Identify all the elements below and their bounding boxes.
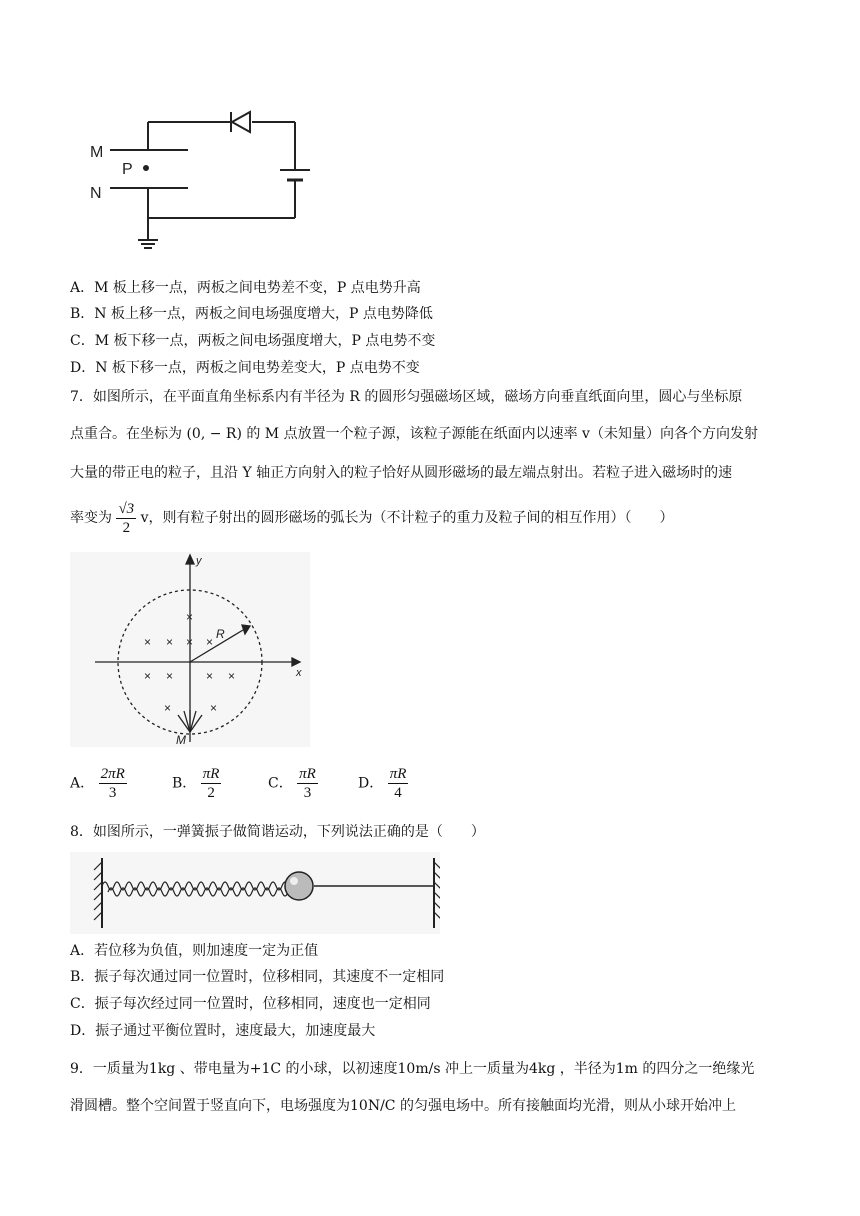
svg-text:×: × xyxy=(206,635,214,649)
q7-option-a-fraction xyxy=(99,765,127,802)
q7-option-c-num: πR xyxy=(299,766,316,782)
circuit-diagram xyxy=(80,100,330,260)
svg-text:×: × xyxy=(144,669,152,683)
q7-fraction-den: 2 xyxy=(122,519,131,536)
q9-stem-line2: 滑圆槽。整个空间置于竖直向下，电场强度为10N/C 的匀强电场中。所有接触面均光滑，则从小球开始冲上 xyxy=(70,1098,736,1114)
svg-text:×: × xyxy=(166,635,174,649)
svg-text:×: × xyxy=(210,701,218,715)
q7-option-a-num: 2πR xyxy=(100,766,125,782)
label-m: M xyxy=(90,144,104,161)
magnetic-field-figure xyxy=(70,552,310,747)
q7-stem-line2: 点重合。在坐标为 (0, − R) 的 M 点放置一个粒子源，该粒子源能在纸面内以速率 v（未知量）向各个方向发射 xyxy=(70,426,758,442)
q9-stem-line1: 9．一质量为1kg 、带电量为+1C 的小球，以初速度10m/s 冲上一质量为4kg ，半径为1m 的四分之一绝缘光 xyxy=(70,1061,755,1077)
q7-option-b-den: 2 xyxy=(207,785,215,801)
q7-option-b[interactable] xyxy=(172,765,221,802)
q7-stem-line1: 7．如图所示，在平面直角坐标系内有半径为 R 的圆形匀强磁场区域，磁场方向垂直纸面向里，圆心与坐标原 xyxy=(70,389,743,405)
q7-option-a-label: A． xyxy=(70,775,95,792)
q7-option-d[interactable] xyxy=(358,765,408,802)
q7-option-b-num: πR xyxy=(202,766,220,782)
svg-text:×: × xyxy=(206,669,214,683)
q6-option-b[interactable]: B．N 板上移一点，两板之间电场强度增大，P 点电势降低 xyxy=(70,306,433,322)
q8-stem: 8．如图所示，一弹簧振子做简谐运动，下列说法正确的是（ ） xyxy=(70,824,485,840)
q7-fraction-num: √3 xyxy=(118,500,135,517)
q7-stem-line3: 大量的带正电的粒子，且沿 Y 轴正方向射入的粒子恰好从圆形磁场的最左端点射出。若粒子进入磁场时的速 xyxy=(70,465,733,481)
svg-text:×: × xyxy=(166,669,174,683)
q7-option-b-fraction xyxy=(201,765,222,802)
q7-stem-pre: 率变为 xyxy=(70,510,112,526)
figure-label-r: R xyxy=(216,627,225,641)
q7-option-d-num: πR xyxy=(389,766,407,782)
figure-label-m: M xyxy=(176,733,186,747)
q7-option-a[interactable] xyxy=(70,765,127,802)
q7-option-c[interactable] xyxy=(268,765,318,802)
label-n: N xyxy=(90,185,102,202)
q7-option-d-den: 4 xyxy=(394,785,402,801)
q6-option-d[interactable]: D．N 板下移一点，两板之间电势差变大，P 点电势不变 xyxy=(70,360,420,376)
q7-option-d-label: D． xyxy=(358,775,384,792)
diode-icon xyxy=(231,112,250,132)
spring-oscillator-figure xyxy=(70,852,440,934)
q6-option-a[interactable]: A．M 板上移一点，两板之间电势差不变，P 点电势升高 xyxy=(70,280,421,296)
figure-label-x: x xyxy=(296,667,302,679)
q7-option-c-fraction xyxy=(297,765,318,802)
q7-stem-post: v，则有粒子射出的圆形磁场的弧长为（不计粒子的重力及粒子间的相互作用）（ ） xyxy=(140,510,674,526)
q8-option-c[interactable]: C．振子每次经过同一位置时，位移相同，速度也一定相同 xyxy=(70,996,431,1012)
point-p-dot xyxy=(143,165,149,171)
svg-text:×: × xyxy=(144,635,152,649)
q8-option-b[interactable]: B．振子每次通过同一位置时，位移相同，其速度不一定相同 xyxy=(70,969,445,985)
label-p: P xyxy=(122,161,133,178)
q8-option-a[interactable]: A．若位移为负值，则加速度一定为正值 xyxy=(70,943,319,959)
q8-option-d[interactable]: D．振子通过平衡位置时，速度最大，加速度最大 xyxy=(70,1023,376,1039)
q7-speed-fraction xyxy=(116,500,136,537)
q7-stem-line4 xyxy=(70,498,674,538)
q7-option-c-den: 3 xyxy=(303,785,312,801)
q7-option-a-den: 3 xyxy=(108,785,117,801)
q7-option-d-fraction xyxy=(388,765,409,802)
svg-text:×: × xyxy=(186,635,194,649)
q7-option-c-label: C． xyxy=(268,775,293,792)
q6-option-c[interactable]: C．M 板下移一点，两板之间电场强度增大，P 点电势不变 xyxy=(70,333,436,349)
svg-text:×: × xyxy=(186,610,194,624)
figure-label-y: y xyxy=(196,555,202,567)
oscillator-ball xyxy=(285,872,313,900)
svg-text:×: × xyxy=(228,669,236,683)
svg-text:×: × xyxy=(164,701,172,715)
q7-option-b-label: B． xyxy=(172,775,197,792)
